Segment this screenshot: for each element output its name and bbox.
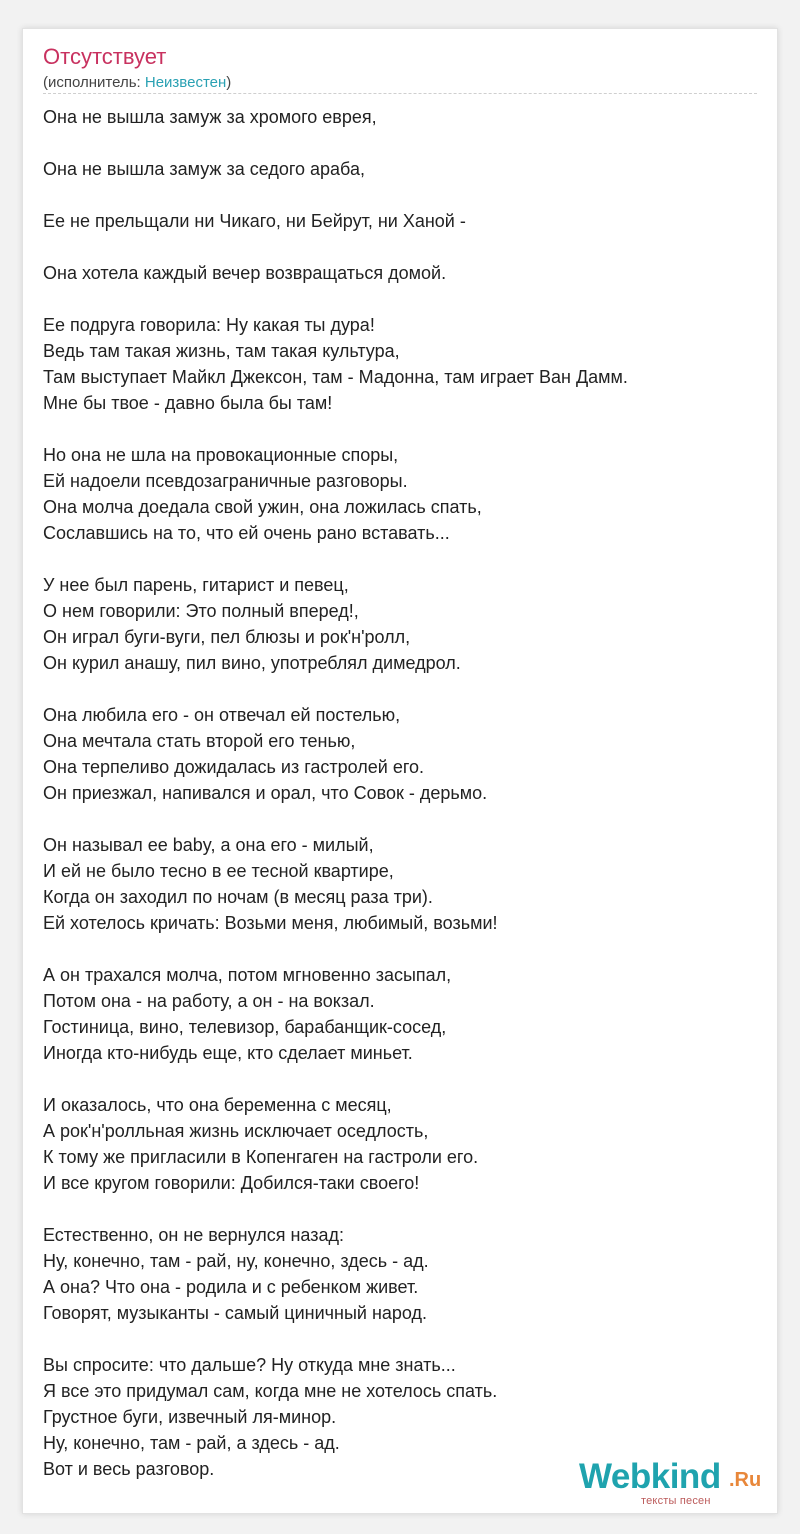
lyric-line: И ей не было тесно в ее тесной квартире, [43, 861, 394, 881]
lyric-line: Ну, конечно, там - рай, а здесь - ад. [43, 1433, 340, 1453]
lyric-line: Ей хотелось кричать: Возьми меня, любимый, возьми! [43, 913, 498, 933]
lyric-line: Ведь там такая жизнь, там такая культура, [43, 341, 400, 361]
lyric-line: И все кругом говорили: Добился-таки своего! [43, 1173, 420, 1193]
lyric-line: Говорят, музыканты - самый циничный народ. [43, 1303, 428, 1323]
lyric-line: Я все это придумал сам, когда мне не хотелось спать. [43, 1381, 498, 1401]
lyric-line: Она мечтала стать второй его тенью, [43, 731, 356, 751]
artist-suffix: ) [226, 74, 232, 91]
lyric-line: Иногда кто-нибудь еще, кто сделает миньет. [43, 1043, 413, 1063]
lyric-line: Она молча доедала свой ужин, она ложилась спать, [43, 497, 482, 517]
lyric-blank-line [43, 286, 759, 312]
lyric-blank-line [43, 546, 759, 572]
lyric-line: Вы спросите: что дальше? Ну откуда мне знать... [43, 1355, 456, 1375]
lyric-blank-line [43, 676, 759, 702]
lyric-blank-line [43, 1066, 759, 1092]
artist-prefix: (исполнитель: [43, 74, 145, 91]
logo-tagline: тексты песен [641, 1495, 711, 1507]
lyric-blank-line [43, 936, 759, 962]
lyric-line: Он называл ее baby, а она его - милый, [43, 835, 374, 855]
lyric-line: Она хотела каждый вечер возвращаться домой. [43, 263, 447, 283]
artist-line [43, 74, 231, 92]
lyric-line: Грустное буги, извечный ля-минор. [43, 1407, 337, 1427]
lyric-line: Мне бы твое - давно была бы там! [43, 393, 333, 413]
lyric-line: Но она не шла на провокационные споры, [43, 445, 399, 465]
lyric-line: Он приезжал, напивался и орал, что Совок - дерьмо. [43, 783, 488, 803]
lyric-line: Она любила его - он отвечал ей постелью, [43, 705, 401, 725]
lyric-line: А она? Что она - родила и с ребенком живет. [43, 1277, 419, 1297]
lyric-line: О нем говорили: Это полный вперед!, [43, 601, 359, 621]
lyrics-body [43, 104, 759, 1482]
lyric-line: Она не вышла замуж за хромого еврея, [43, 107, 377, 127]
lyric-line: И оказалось, что она беременна с месяц, [43, 1095, 392, 1115]
lyric-blank-line [43, 416, 759, 442]
lyric-line: К тому же пригласили в Копенгаген на гастроли его. [43, 1147, 479, 1167]
lyric-line: Она терпеливо дожидалась из гастролей его. [43, 757, 425, 777]
title-divider [43, 93, 757, 94]
lyric-line: Он курил анашу, пил вино, употреблял димедрол. [43, 653, 461, 673]
lyric-line: Там выступает Майкл Джексон, там - Мадонна, там играет Ван Дамм. [43, 367, 628, 387]
lyric-line: А рок'н'ролльная жизнь исключает оседлость, [43, 1121, 429, 1141]
lyric-line: А он трахался молча, потом мгновенно засыпал, [43, 965, 452, 985]
lyric-line: Естественно, он не вернулся назад: [43, 1225, 344, 1245]
lyric-line: Потом она - на работу, а он - на вокзал. [43, 991, 375, 1011]
lyric-line: Она не вышла замуж за седого араба, [43, 159, 365, 179]
logo-name: Webkind [579, 1457, 721, 1496]
lyric-blank-line [43, 234, 759, 260]
lyric-line: Ну, конечно, там - рай, ну, конечно, здесь - ад. [43, 1251, 429, 1271]
lyric-line: Ей надоели псевдозаграничные разговоры. [43, 471, 408, 491]
lyric-blank-line [43, 182, 759, 208]
lyric-line: Он играл буги-вуги, пел блюзы и рок'н'ролл, [43, 627, 411, 647]
lyric-blank-line [43, 806, 759, 832]
lyric-line: Гостиница, вино, телевизор, барабанщик-сосед, [43, 1017, 447, 1037]
lyric-line: У нее был парень, гитарист и певец, [43, 575, 349, 595]
artist-link[interactable]: Неизвестен [144, 74, 227, 91]
lyric-line: Ее не прельщали ни Чикаго, ни Бейрут, ни Ханой - [43, 211, 466, 231]
song-title: Отсутствует [43, 44, 167, 69]
lyric-blank-line [43, 1196, 759, 1222]
lyric-blank-line [43, 1326, 759, 1352]
lyrics-card [22, 28, 778, 1514]
lyric-line: Ее подруга говорила: Ну какая ты дура! [43, 315, 375, 335]
lyric-line: Сославшись на то, что ей очень рано вставать... [43, 523, 450, 543]
site-logo[interactable] [579, 1457, 769, 1507]
lyric-line: Вот и весь разговор. [43, 1459, 215, 1479]
lyric-blank-line [43, 130, 759, 156]
logo-tld: .Ru [729, 1469, 762, 1491]
lyric-line: Когда он заходил по ночам (в месяц раза три). [43, 887, 433, 907]
